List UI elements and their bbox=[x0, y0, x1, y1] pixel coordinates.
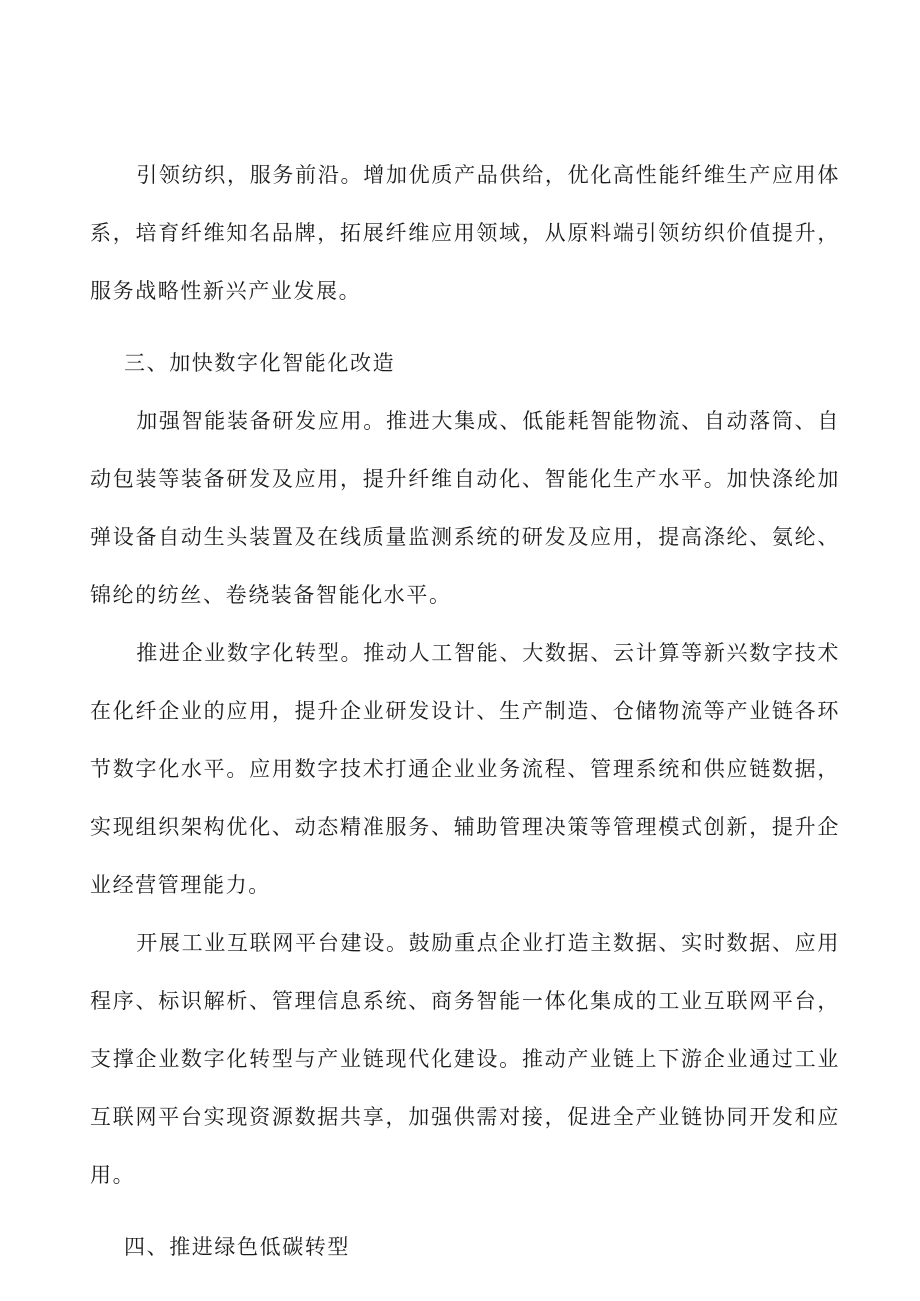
section-heading-digital-upgrade: 三、加快数字化智能化改造 bbox=[124, 351, 396, 375]
document-body bbox=[90, 146, 840, 1276]
paragraph-industrial-internet: 开展工业互联网平台建设。鼓励重点企业打造主数据、实时数据、应用程序、标识解析、管理信息系统、商务智能一体化集成的工业互联网平台，支撑企业数字化转型与产业链现代化建设。推动产业链上下游企业通过工业互联网平台实现资源数据共享，加强供需对接，促进全产业链协同开发和应用。 bbox=[90, 931, 840, 1187]
paragraph-smart-equipment: 加强智能装备研发应用。推进大集成、低能耗智能物流、自动落筒、自动包装等装备研发及应用，提升纤维自动化、智能化生产水平。加快涤纶加弹设备自动生头装置及在线质量监测系统的研发及应用，提高涤纶、氨纶、锦纶的纺丝、卷绕装备智能化水平。 bbox=[90, 409, 840, 607]
paragraph-digital-transformation: 推进企业数字化转型。推动人工智能、大数据、云计算等新兴数字技术在化纤企业的应用，提升企业研发设计、生产制造、仓储物流等产业链各环节数字化水平。应用数字技术打通企业业务流程、管理系统和供应链数据，实现组织架构优化、动态精准服务、辅助管理决策等管理模式创新，提升企业经营管理能力。 bbox=[90, 641, 840, 897]
paragraph-fiber-leading: 引领纺织，服务前沿。增加优质产品供给，优化高性能纤维生产应用体系，培育纤维知名品牌，拓展纤维应用领域，从原料端引领纺织价值提升，服务战略性新兴产业发展。 bbox=[90, 163, 840, 303]
section-heading-green-transition: 四、推进绿色低碳转型 bbox=[124, 1235, 350, 1259]
